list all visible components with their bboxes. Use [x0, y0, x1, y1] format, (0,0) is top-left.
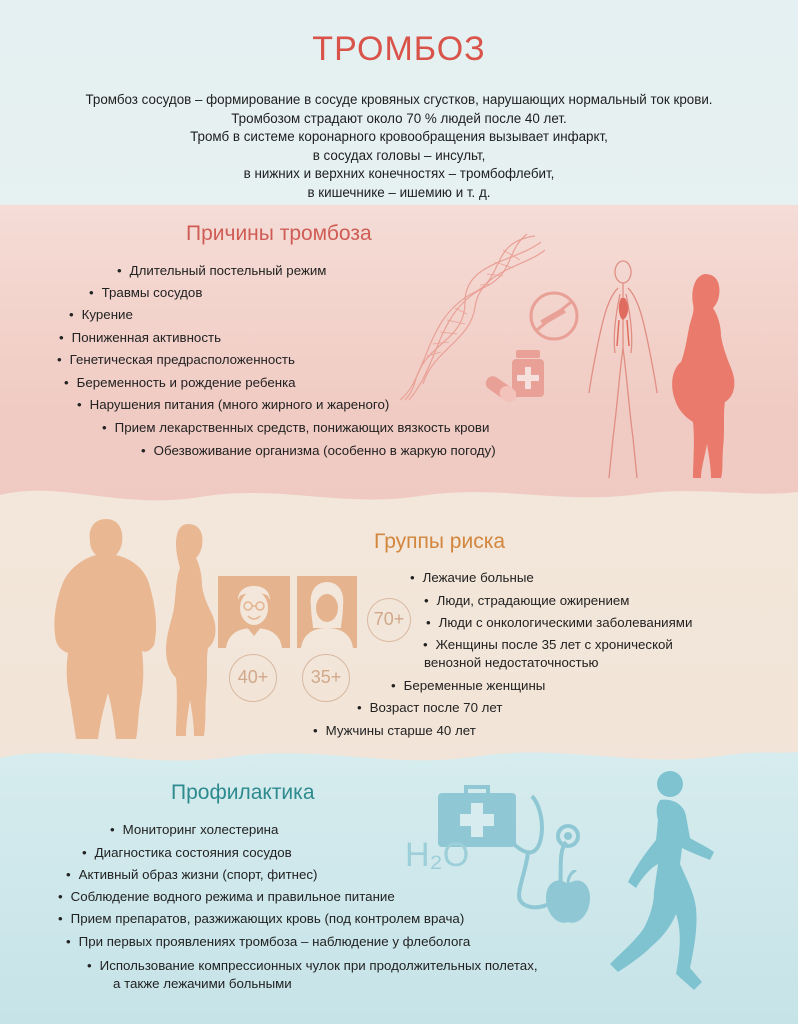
age-badge-70: 70+ [367, 598, 411, 642]
intro-line: в сосудах головы – инсульт, [312, 147, 486, 163]
risk-item: • Лежачие больные [410, 570, 534, 585]
woman-icon [297, 576, 357, 648]
prevention-item: • Мониторинг холестерина [110, 822, 279, 837]
prevention-item: • Активный образ жизни (спорт, фитнес) [66, 867, 318, 882]
risk-item: • Люди с онкологическими заболеваниями [426, 615, 693, 630]
pregnant-woman-silhouette-icon [158, 522, 220, 740]
risk-item: • Возраст после 70 лет [357, 700, 503, 715]
pill-icon [482, 373, 520, 405]
prevention-item: • Диагностика состояния сосудов [82, 845, 292, 860]
no-smoking-icon [528, 290, 580, 342]
prevention-item-continuation: а также лежачими больными [113, 976, 292, 991]
prevention-item: • Использование компрессионных чулок при продолжительных полетах, [87, 958, 538, 973]
circulatory-system-icon [583, 258, 663, 480]
water-h2o-label: H₂O [405, 836, 470, 874]
risk-item: • Люди, страдающие ожирением [424, 593, 630, 608]
intro-line: Тромбоз сосудов – формирование в сосуде кровяных сгустков, нарушающих нормальный ток крови. [85, 92, 713, 107]
elderly-man-icon [218, 576, 290, 648]
apple-icon [544, 870, 592, 926]
risk-item-continuation: венозной недостаточностью [424, 655, 599, 670]
prevention-item: • Прием препаратов, разжижающих кровь (под контролем врача) [58, 911, 465, 926]
causes-heading: Причины тромбоза [186, 222, 372, 245]
risk-heading: Группы риска [374, 530, 506, 553]
risk-item: • Беременные женщины [391, 678, 546, 693]
cause-item: • Травмы сосудов [89, 285, 203, 300]
age-badge-40: 40+ [229, 654, 277, 702]
runner-silhouette-icon [606, 768, 726, 1000]
pregnant-woman-silhouette-icon [665, 272, 737, 482]
intro-line: Тромбозом страдают около 70 % людей после 40 лет. [231, 110, 567, 126]
prevention-item: • Соблюдение водного режима и правильное питание [58, 889, 395, 904]
prevention-heading: Профилактика [171, 781, 315, 804]
cause-item: • Прием лекарственных средств, понижающих вязкость крови [102, 420, 490, 435]
age-badge-35: 35+ [302, 654, 350, 702]
cause-item: • Пониженная активность [59, 330, 221, 345]
cause-item: • Генетическая предрасположенность [57, 352, 295, 367]
cause-item: • Длительный постельный режим [117, 263, 327, 278]
page-title: ТРОМБОЗ [312, 30, 486, 68]
cause-item: • Нарушения питания (много жирного и жареного) [77, 397, 390, 412]
risk-item: • Женщины после 35 лет с хронической [423, 637, 673, 652]
cause-item: • Беременность и рождение ребенка [64, 375, 296, 390]
intro-line: в кишечнике – ишемию и т. д. [307, 184, 491, 200]
cause-item: • Курение [69, 307, 133, 322]
prevention-item: • При первых проявлениях тромбоза – наблюдение у флеболога [66, 934, 471, 949]
cause-item: • Обезвоживание организма (особенно в жаркую погоду) [141, 443, 496, 458]
intro-line: Тромб в системе коронарного кровообращения вызывает инфаркт, [190, 129, 608, 144]
risk-item: • Мужчины старше 40 лет [313, 723, 476, 738]
intro-text [20, 91, 778, 202]
obese-person-silhouette-icon [50, 517, 162, 742]
intro-line: в нижних и верхних конечностях – тромбофлебит, [243, 166, 555, 181]
